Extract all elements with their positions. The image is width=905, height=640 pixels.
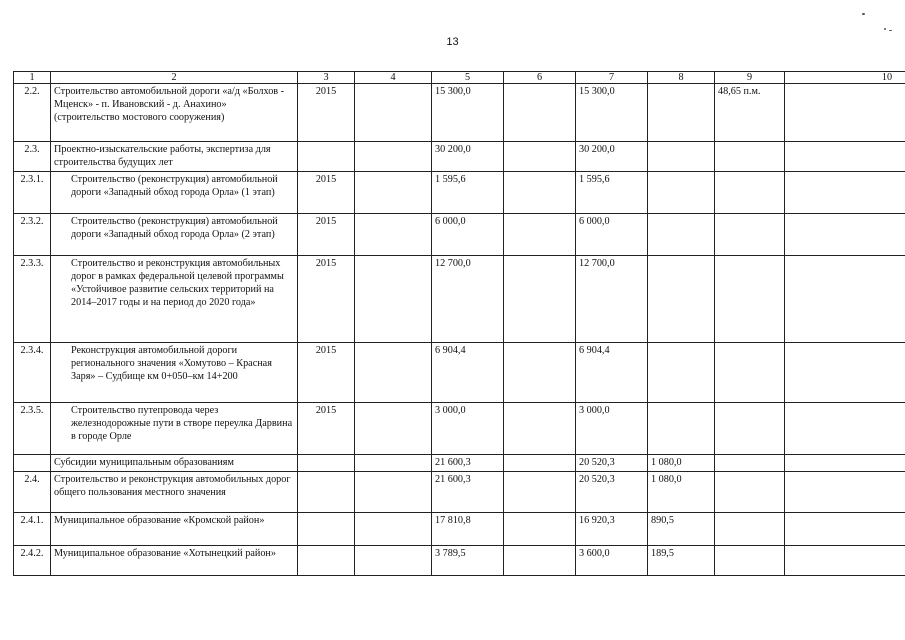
- row-name: Строительство путепровода через железнодорожные пути в створе переулка Дарвина в городе Орле: [51, 403, 298, 455]
- row-code: [14, 455, 51, 472]
- row-year: 2015: [298, 172, 355, 214]
- row-year: [298, 455, 355, 472]
- row-col8: [648, 256, 715, 343]
- row-col6: [504, 84, 576, 142]
- row-col6: [504, 513, 576, 546]
- row-col9: [715, 546, 785, 576]
- table-row: [14, 84, 905, 142]
- row-col8: [648, 214, 715, 256]
- row-col6: [504, 343, 576, 403]
- row-col8: 1 080,0: [648, 455, 715, 472]
- row-col6: [504, 142, 576, 172]
- row-col7: 6 904,4: [576, 343, 648, 403]
- table-row: [14, 472, 905, 513]
- row-col8: [648, 403, 715, 455]
- row-col5-total: 21 600,3: [432, 472, 504, 513]
- row-col9: [715, 343, 785, 403]
- row-col7: 6 000,0: [576, 214, 648, 256]
- table-row: [14, 256, 905, 343]
- row-col8: 890,5: [648, 513, 715, 546]
- row-col7: 20 520,3: [576, 455, 648, 472]
- table-row: [14, 513, 905, 546]
- row-col4: [355, 172, 432, 214]
- row-year: 2015: [298, 84, 355, 142]
- table-row: [14, 142, 905, 172]
- row-name: Муниципальное образование «Хотынецкий район»: [51, 546, 298, 576]
- row-name: Реконструкция автомобильной дороги регионального значения «Хомутово – Красная Заря» – Судбище км 0+050–км 14+200: [51, 343, 298, 403]
- row-col10: [785, 513, 905, 546]
- row-col10: [785, 455, 905, 472]
- row-col4: [355, 513, 432, 546]
- row-col10: [785, 256, 905, 343]
- budget-table: [13, 71, 905, 576]
- row-col8: 1 080,0: [648, 472, 715, 513]
- column-number: 2: [51, 72, 298, 84]
- row-col10: [785, 403, 905, 455]
- row-col9: [715, 513, 785, 546]
- row-col8: 189,5: [648, 546, 715, 576]
- table-row: [14, 546, 905, 576]
- row-name: Субсидии муниципальным образованиям: [51, 455, 298, 472]
- row-col4: [355, 84, 432, 142]
- row-col9: 48,65 п.м.: [715, 84, 785, 142]
- row-col7: 12 700,0: [576, 256, 648, 343]
- row-col5-total: 17 810,8: [432, 513, 504, 546]
- row-code: 2.4.: [14, 472, 51, 513]
- row-col6: [504, 172, 576, 214]
- row-year: 2015: [298, 343, 355, 403]
- scan-speck: [889, 30, 892, 31]
- row-year: [298, 472, 355, 513]
- row-name: Строительство и реконструкция автомобильных дорог в рамках федеральной целевой программы «Устойчивое развитие сельских территорий на 2014–2017 годы и на период до 2020 года»: [51, 256, 298, 343]
- row-col10: [785, 343, 905, 403]
- column-number: 8: [648, 72, 715, 84]
- column-number: 4: [355, 72, 432, 84]
- row-col7: 15 300,0: [576, 84, 648, 142]
- row-col8: [648, 84, 715, 142]
- row-col9: [715, 142, 785, 172]
- row-code: 2.3.: [14, 142, 51, 172]
- row-col10: [785, 84, 905, 142]
- row-code: 2.3.3.: [14, 256, 51, 343]
- table-row: [14, 214, 905, 256]
- row-col5-total: 12 700,0: [432, 256, 504, 343]
- row-col4: [355, 403, 432, 455]
- row-name: Строительство (реконструкция) автомобильной дороги «Западный обход города Орла» (1 этап): [51, 172, 298, 214]
- row-year: 2015: [298, 403, 355, 455]
- row-col5-total: 3 789,5: [432, 546, 504, 576]
- row-col4: [355, 472, 432, 513]
- row-col5-total: 3 000,0: [432, 403, 504, 455]
- row-col6: [504, 455, 576, 472]
- column-number: 6: [504, 72, 576, 84]
- row-col8: [648, 142, 715, 172]
- row-code: 2.3.1.: [14, 172, 51, 214]
- table-row: [14, 455, 905, 472]
- row-name: Строительство (реконструкция) автомобильной дороги «Западный обход города Орла» (2 этап): [51, 214, 298, 256]
- row-col4: [355, 256, 432, 343]
- row-code: 2.3.2.: [14, 214, 51, 256]
- scan-speck: [884, 28, 886, 30]
- column-number: 10: [785, 72, 905, 84]
- row-col5-total: 30 200,0: [432, 142, 504, 172]
- column-number: 9: [715, 72, 785, 84]
- row-col9: [715, 172, 785, 214]
- column-number: 7: [576, 72, 648, 84]
- row-col10: [785, 472, 905, 513]
- row-col6: [504, 403, 576, 455]
- row-col4: [355, 343, 432, 403]
- row-name: Проектно-изыскательские работы, экспертиза для строительства будущих лет: [51, 142, 298, 172]
- row-col5-total: 15 300,0: [432, 84, 504, 142]
- row-col7: 1 595,6: [576, 172, 648, 214]
- row-col7: 16 920,3: [576, 513, 648, 546]
- row-col9: [715, 455, 785, 472]
- row-year: [298, 142, 355, 172]
- row-col10: [785, 142, 905, 172]
- row-year: 2015: [298, 256, 355, 343]
- table-row: [14, 403, 905, 455]
- row-code: 2.4.2.: [14, 546, 51, 576]
- row-col4: [355, 455, 432, 472]
- row-col5-total: 6 904,4: [432, 343, 504, 403]
- table-row: [14, 172, 905, 214]
- row-col4: [355, 214, 432, 256]
- column-number: 3: [298, 72, 355, 84]
- row-year: 2015: [298, 214, 355, 256]
- row-col10: [785, 172, 905, 214]
- row-name: Строительство и реконструкция автомобильных дорог общего пользования местного значения: [51, 472, 298, 513]
- row-col6: [504, 472, 576, 513]
- row-name: Строительство автомобильной дороги «а/д «Болхов - Мценск» - п. Ивановский - д. Анахино» (строительство мостового сооружения): [51, 84, 298, 142]
- row-col7: 3 000,0: [576, 403, 648, 455]
- row-col7: 30 200,0: [576, 142, 648, 172]
- page-number: 13: [446, 36, 459, 48]
- row-col5-total: 1 595,6: [432, 172, 504, 214]
- column-number-row: [14, 72, 905, 84]
- row-col6: [504, 214, 576, 256]
- scan-speck: [862, 13, 865, 15]
- row-col9: [715, 214, 785, 256]
- row-code: 2.3.5.: [14, 403, 51, 455]
- row-col9: [715, 256, 785, 343]
- table-row: [14, 343, 905, 403]
- row-col10: [785, 214, 905, 256]
- row-col5-total: 6 000,0: [432, 214, 504, 256]
- row-col8: [648, 343, 715, 403]
- column-number: 5: [432, 72, 504, 84]
- row-year: [298, 513, 355, 546]
- row-col6: [504, 546, 576, 576]
- row-col9: [715, 403, 785, 455]
- row-col10: [785, 546, 905, 576]
- column-number: 1: [14, 72, 51, 84]
- row-col7: 3 600,0: [576, 546, 648, 576]
- row-col5-total: 21 600,3: [432, 455, 504, 472]
- row-col4: [355, 546, 432, 576]
- row-code: 2.4.1.: [14, 513, 51, 546]
- row-year: [298, 546, 355, 576]
- row-col4: [355, 142, 432, 172]
- row-code: 2.3.4.: [14, 343, 51, 403]
- row-col8: [648, 172, 715, 214]
- row-code: 2.2.: [14, 84, 51, 142]
- row-name: Муниципальное образование «Кромской район»: [51, 513, 298, 546]
- row-col9: [715, 472, 785, 513]
- row-col6: [504, 256, 576, 343]
- row-col7: 20 520,3: [576, 472, 648, 513]
